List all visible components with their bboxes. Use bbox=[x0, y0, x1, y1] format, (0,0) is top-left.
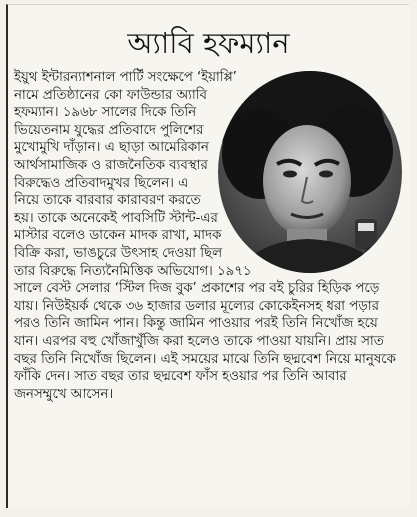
article-page bbox=[6, 4, 409, 508]
portrait-photo bbox=[215, 69, 405, 275]
article-title: অ্যাবি হফম্যান bbox=[127, 26, 290, 60]
article-body: ইয়ুথ ইন্টারন্যাশনাল পার্টি সংক্ষেপে ‘ইয়াপ্পি’ নামে প্রতিষ্ঠানের কো ফাউন্ডার অ্যাবি হফম্যান। ১৯৬৮ সালের দিকে তিনি ভিয়েতনাম যুদ্ধের প্রতিবাদে পুলিশের মুখোমুখি দাঁড়ান। এ ছাড়া আমেরিকান আর্থসামাজিক ও রাজনৈতিক ব্যবস্থার বিরুদ্ধেও প্রতিবাদমুখর ছিলেন। এ নিয়ে তাকে বারবার কারাবরণ করতে হয়। তাকে অনেকেই পাবসিটি স্টান্ট-এর মাস্টার বলেও ডাকেন মাদক রাখা, মাদক বিক্রি করা, ভাঙচুরে উৎসাহ দেওয়া ছিল তার বিরুদ্ধে নিত্যনৈমিত্তিক অভিযোগ। ১৯৭১ সালে বেস্ট সেলার ‘স্টিল দিজ বুক’ প্রকাশের পর বই চুরির হিড়িক পড়ে যায়। নিউইয়র্ক থেকে ৩৬ হাজার ডলার মূল্যের কোকেইনসহ ধরা পড়ার পরও তিনি জামিন পান। কিন্তু জামিন পাওয়ার পরই তিনি নিখোঁজ হয়ে যান। এরপর বহু খোঁজাখুঁজি করা হলেও তাকে পাওয়া যায়নি। প্রায় সাত বছর তিনি নিখোঁজ ছিলেন। এই সময়ের মাঝে তিনি ছদ্মবেশ নিয়ে মানুষকে ফাঁকি দেন। সাত বছর তার ছদ্মবেশ ফাঁস হওয়ার পর তিনি আবার জনসম্মুখে আসেন। bbox=[14, 70, 396, 402]
